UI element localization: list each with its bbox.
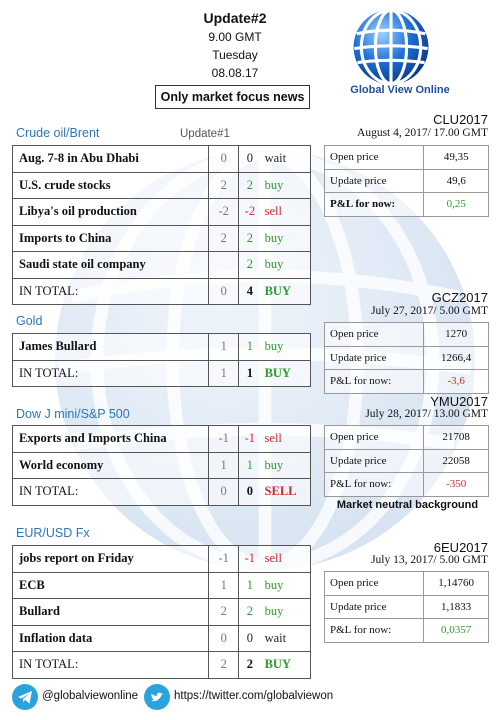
eurusd-signal-table	[12, 545, 311, 679]
factor-name: World economy	[13, 452, 209, 479]
table-row	[325, 449, 489, 473]
previous-total: 2	[209, 652, 239, 679]
total-label: IN TOTAL:	[13, 652, 209, 679]
twitter-icon[interactable]	[144, 684, 170, 710]
total-row	[13, 360, 311, 387]
total-row	[13, 652, 311, 679]
contract-code-6eu: 6EU2017	[433, 540, 488, 555]
table-row	[325, 572, 489, 596]
total-signal: BUY	[261, 360, 311, 387]
factor-name: Bullard	[13, 599, 209, 626]
previous-total: 0	[209, 479, 239, 506]
page-title: Update#2	[203, 10, 267, 26]
action-signal: buy	[261, 225, 311, 252]
open-price-value: 21708	[424, 426, 489, 450]
twitter-url[interactable]: https://twitter.com/globalviewon	[174, 690, 334, 702]
factor-name: jobs report on Friday	[13, 546, 209, 573]
previous-total: 0	[209, 278, 239, 305]
update-price-label: Update price	[325, 346, 424, 370]
contract-date-gcz: July 27, 2017/ 5.00 GMT	[371, 305, 488, 317]
pl-value: -3,6	[424, 370, 489, 394]
update-date: 08.08.17	[211, 66, 259, 80]
table-row	[13, 426, 311, 453]
factor-name: Exports and Imports China	[13, 426, 209, 453]
pl-label: P&L for now:	[325, 370, 424, 394]
previous-score: 0	[209, 146, 239, 173]
total-row	[13, 479, 311, 506]
previous-score: 1	[209, 334, 239, 361]
dow-signal-table	[12, 425, 311, 506]
current-total: 4	[239, 278, 261, 305]
contract-code-gcz: GCZ2017	[431, 290, 488, 305]
table-row	[13, 452, 311, 479]
table-row	[325, 370, 489, 394]
current-score: 2	[239, 225, 261, 252]
action-signal: sell	[261, 426, 311, 453]
factor-name: Inflation data	[13, 625, 209, 652]
current-score: 2	[239, 252, 261, 279]
action-signal: wait	[261, 146, 311, 173]
section-label-gold: Gold	[16, 314, 43, 328]
section-label-dow: Dow J mini/S&P 500	[16, 407, 130, 421]
update-price-label: Update price	[325, 449, 424, 473]
open-price-value: 49,35	[424, 146, 489, 170]
table-row	[325, 146, 489, 170]
pl-value: 0,25	[424, 193, 489, 217]
update-price-value: 49,6	[424, 169, 489, 193]
factor-name: U.S. crude stocks	[13, 172, 209, 199]
current-score: 2	[239, 172, 261, 199]
previous-score	[209, 252, 239, 279]
action-signal: buy	[261, 599, 311, 626]
current-score: 1	[239, 572, 261, 599]
focus-banner: Only market focus news	[155, 85, 310, 109]
table-row	[325, 619, 489, 643]
contract-date-clu: August 4, 2017/ 17.00 GMT	[357, 127, 488, 139]
section-label-crude: Crude oil/Brent	[16, 126, 100, 140]
factor-name: Aug. 7-8 in Abu Dhabi	[13, 146, 209, 173]
update-price-label: Update price	[325, 595, 424, 619]
pl-label: P&L for now:	[325, 193, 424, 217]
open-price-label: Open price	[325, 426, 424, 450]
previous-total: 1	[209, 360, 239, 387]
telegram-icon[interactable]	[12, 684, 38, 710]
table-row	[325, 346, 489, 370]
table-row	[325, 426, 489, 450]
previous-score: 1	[209, 452, 239, 479]
previous-score: 2	[209, 599, 239, 626]
previous-score: 0	[209, 625, 239, 652]
current-total: 2	[239, 652, 261, 679]
update-price-label: Update price	[325, 169, 424, 193]
current-score: -1	[239, 546, 261, 573]
current-score: 2	[239, 599, 261, 626]
total-label: IN TOTAL:	[13, 479, 209, 506]
previous-score: -1	[209, 546, 239, 573]
current-score: 1	[239, 334, 261, 361]
open-price-label: Open price	[325, 323, 424, 347]
action-signal: buy	[261, 334, 311, 361]
current-score: 0	[239, 146, 261, 173]
previous-score: -1	[209, 426, 239, 453]
table-row	[325, 323, 489, 347]
action-signal: buy	[261, 172, 311, 199]
current-total: 1	[239, 360, 261, 387]
total-label: IN TOTAL:	[13, 278, 209, 305]
action-signal: sell	[261, 199, 311, 226]
logo-text: Global View Online	[350, 84, 450, 96]
factor-name: Imports to China	[13, 225, 209, 252]
previous-score: 2	[209, 225, 239, 252]
update-time: 9.00 GMT	[208, 30, 262, 44]
previous-update-label: Update#1	[180, 128, 230, 140]
open-price-label: Open price	[325, 146, 424, 170]
action-signal: sell	[261, 546, 311, 573]
pl-label: P&L for now:	[325, 619, 424, 643]
update-day: Tuesday	[212, 48, 258, 62]
current-score: 0	[239, 625, 261, 652]
contract-table-clu	[324, 145, 489, 217]
current-score: -1	[239, 426, 261, 453]
section-label-eurusd: EUR/USD Fx	[16, 526, 90, 540]
table-row	[325, 473, 489, 497]
total-signal: BUY	[261, 278, 311, 305]
current-total: 0	[239, 479, 261, 506]
current-score: 1	[239, 452, 261, 479]
table-row	[13, 599, 311, 626]
current-score: -2	[239, 199, 261, 226]
factor-name: ECB	[13, 572, 209, 599]
market-neutral-note: Market neutral background	[336, 499, 479, 511]
table-row	[13, 334, 311, 361]
table-row	[13, 625, 311, 652]
action-signal: wait	[261, 625, 311, 652]
table-row	[13, 146, 311, 173]
gold-signal-table	[12, 333, 311, 387]
globe-logo-icon	[352, 8, 430, 86]
total-row	[13, 278, 311, 305]
table-row	[13, 199, 311, 226]
table-row	[13, 172, 311, 199]
open-price-value: 1270	[424, 323, 489, 347]
previous-score: 2	[209, 172, 239, 199]
table-row	[13, 252, 311, 279]
table-row	[325, 193, 489, 217]
update-price-value: 1266,4	[424, 346, 489, 370]
crude-signal-table	[12, 145, 311, 305]
contract-table-6eu	[324, 571, 489, 643]
action-signal: buy	[261, 572, 311, 599]
previous-score: 1	[209, 572, 239, 599]
factor-name: Saudi state oil company	[13, 252, 209, 279]
contract-code-ymu: YMU2017	[430, 394, 488, 409]
action-signal: buy	[261, 452, 311, 479]
open-price-label: Open price	[325, 572, 424, 596]
factor-name: James Bullard	[13, 334, 209, 361]
update-price-value: 1,1833	[424, 595, 489, 619]
factor-name: Libya's oil production	[13, 199, 209, 226]
previous-score: -2	[209, 199, 239, 226]
total-signal: BUY	[261, 652, 311, 679]
telegram-handle[interactable]: @globalviewonline	[42, 690, 139, 702]
table-row	[13, 225, 311, 252]
table-row	[13, 546, 311, 573]
table-row	[325, 169, 489, 193]
total-label: IN TOTAL:	[13, 360, 209, 387]
contract-code-clu: CLU2017	[433, 112, 488, 127]
table-row	[325, 595, 489, 619]
contract-table-gcz	[324, 322, 489, 394]
contract-date-ymu: July 28, 2017/ 13.00 GMT	[365, 408, 488, 420]
pl-value: -350	[424, 473, 489, 497]
update-price-value: 22058	[424, 449, 489, 473]
pl-value: 0,0357	[424, 619, 489, 643]
open-price-value: 1,14760	[424, 572, 489, 596]
table-row	[13, 572, 311, 599]
contract-table-ymu	[324, 425, 489, 497]
pl-label: P&L for now:	[325, 473, 424, 497]
total-signal: SELL	[261, 479, 311, 506]
contract-date-6eu: July 13, 2017/ 5.00 GMT	[371, 554, 488, 566]
action-signal: buy	[261, 252, 311, 279]
